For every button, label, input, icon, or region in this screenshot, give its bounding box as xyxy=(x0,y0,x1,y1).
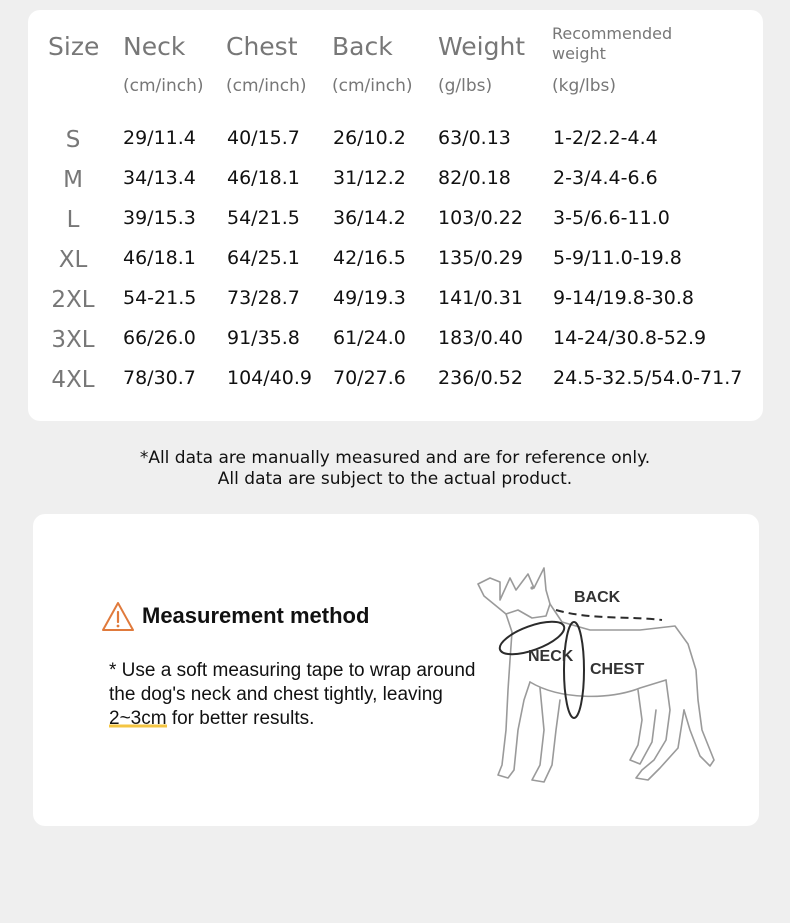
warning-icon xyxy=(101,601,135,632)
header-neck: Neck xyxy=(123,32,186,61)
cell-chest: 64/25.1 xyxy=(227,247,300,269)
neck-label: NECK xyxy=(528,648,574,665)
table-row xyxy=(28,247,763,287)
cell-chest: 40/15.7 xyxy=(227,127,300,149)
cell-recommended: 5-9/11.0-19.8 xyxy=(553,247,682,269)
cell-size: XL xyxy=(58,247,88,273)
cell-neck: 66/26.0 xyxy=(123,327,196,349)
cell-size: 2XL xyxy=(51,287,95,313)
header-recommended: Recommended weight xyxy=(552,24,673,63)
table-row xyxy=(28,127,763,167)
measuring-tip xyxy=(109,659,479,731)
disclaimer-line-1: *All data are manually measured and are for reference only. xyxy=(139,448,651,468)
cell-recommended: 1-2/2.2-4.4 xyxy=(553,127,658,149)
cell-recommended: 9-14/19.8-30.8 xyxy=(553,287,694,309)
cell-weight: 103/0.22 xyxy=(438,207,523,229)
disclaimer-line-2: All data are subject to the actual product. xyxy=(217,469,573,489)
cell-back: 42/16.5 xyxy=(333,247,406,269)
table-row xyxy=(28,367,763,407)
unit-back: (cm/inch) xyxy=(332,76,413,96)
unit-neck: (cm/inch) xyxy=(123,76,204,96)
cell-chest: 54/21.5 xyxy=(227,207,300,229)
cell-weight: 183/0.40 xyxy=(438,327,523,349)
cell-weight: 63/0.13 xyxy=(438,127,511,149)
cell-recommended: 24.5-32.5/54.0-71.7 xyxy=(553,367,743,389)
method-title: Measurement method xyxy=(142,603,370,628)
table-row xyxy=(28,167,763,207)
cell-size: 4XL xyxy=(51,367,95,393)
cell-weight: 236/0.52 xyxy=(438,367,523,389)
tip-text-start: * Use a soft measuring tape to wrap around the dog's neck and chest tightly, leaving xyxy=(109,660,476,705)
cell-chest: 46/18.1 xyxy=(227,167,300,189)
cell-back: 31/12.2 xyxy=(333,167,406,189)
cell-size: S xyxy=(65,127,81,153)
table-row xyxy=(28,207,763,247)
cell-weight: 135/0.29 xyxy=(438,247,523,269)
cell-chest: 73/28.7 xyxy=(227,287,300,309)
cell-size: L xyxy=(66,207,80,233)
cell-back: 36/14.2 xyxy=(333,207,406,229)
cell-weight: 141/0.31 xyxy=(438,287,523,309)
tip-highlight: 2~3cm xyxy=(109,708,167,729)
cell-chest: 91/35.8 xyxy=(227,327,300,349)
cell-neck: 29/11.4 xyxy=(123,127,196,149)
cell-recommended: 14-24/30.8-52.9 xyxy=(553,327,707,349)
chest-label: CHEST xyxy=(590,661,645,678)
header-chest: Chest xyxy=(226,32,298,61)
cell-neck: 34/13.4 xyxy=(123,167,196,189)
unit-chest: (cm/inch) xyxy=(226,76,307,96)
header-weight: Weight xyxy=(438,32,526,61)
back-label: BACK xyxy=(574,589,621,606)
cell-neck: 39/15.3 xyxy=(123,207,196,229)
cell-neck: 54-21.5 xyxy=(123,287,197,309)
cell-back: 61/24.0 xyxy=(333,327,406,349)
table-row xyxy=(28,327,763,367)
header-back: Back xyxy=(332,32,393,61)
cell-back: 70/27.6 xyxy=(333,367,406,389)
cell-back: 26/10.2 xyxy=(333,127,406,149)
cell-recommended: 3-5/6.6-11.0 xyxy=(553,207,670,229)
header-size: Size xyxy=(48,32,100,61)
unit-weight: (g/lbs) xyxy=(438,76,493,96)
table-row xyxy=(28,287,763,327)
cell-back: 49/19.3 xyxy=(333,287,406,309)
cell-size: 3XL xyxy=(51,327,95,353)
cell-chest: 104/40.9 xyxy=(227,367,312,389)
cell-neck: 46/18.1 xyxy=(123,247,196,269)
cell-size: M xyxy=(63,167,83,193)
cell-recommended: 2-3/4.4-6.6 xyxy=(553,167,658,189)
tip-text-end: for better results. xyxy=(166,708,315,729)
size-table-card xyxy=(28,10,763,421)
cell-weight: 82/0.18 xyxy=(438,167,511,189)
cell-neck: 78/30.7 xyxy=(123,367,196,389)
unit-recommended: (kg/lbs) xyxy=(552,76,616,96)
